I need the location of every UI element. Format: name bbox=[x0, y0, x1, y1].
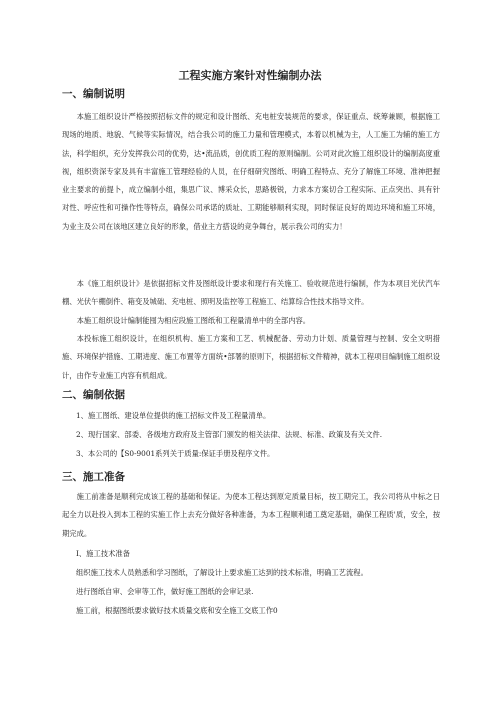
basis-item-2: 2、现行国家、部委、各级地方政府及主管部门颁发的相关法律、法规、标准、政策及有关文件. bbox=[76, 430, 383, 439]
subheading-technical-preparation: Ⅰ、施工技术准备 bbox=[76, 549, 130, 558]
section-heading-basis: 二、编制依据 bbox=[62, 389, 125, 401]
technical-prep-item-3: 施工前，根据图纸要求做好技术质量交底和安全施工交底工作0 bbox=[76, 606, 278, 615]
paragraph-deployment-principle: 本投标施工组织设计，在组织机构、施工方案和工艺、机械配备、劳动力计划、质量管理与控制、安全文明措施、环境保护措施、工期进度、施工布置等方面统•部署的原则下，根据招标文件精神，就本工程项目编制施工组织设计，由作专业施工内容有机组成。 bbox=[62, 334, 440, 380]
basis-item-1: 1、施工图纸、建设单位提供的施工招标文件及工程量清单。 bbox=[76, 411, 271, 420]
paragraph-basis-of-design: 本《施工组织设计》是依据招标文件及图纸设计要求和现行有关施工、验收规范进行编制，作为本项目光伏汽车棚、光伏午棚倒件、箱变及城础、充电桩、照明及监控等工程施工、结算综合性技术指导文件。 bbox=[62, 279, 440, 307]
basis-item-3: 3、本公司的【S0-9001系列关于质量:保证手册及程序文件。 bbox=[76, 449, 275, 458]
technical-prep-item-2: 进行图纸自审、会审等工作，做好施工图纸的会审记录. bbox=[76, 587, 254, 596]
technical-prep-item-1: 组织施工技术人员熟悉和学习图纸，了解设计上要求施工达到的技术标准，明确工艺流程。 bbox=[76, 568, 368, 577]
paragraph-scope: 本施工组织设计编制能囤为相应段施工图纸和工程量清单中的全部内容。 bbox=[76, 316, 311, 325]
section-heading-preparation-notes: 一、编制说明 bbox=[62, 88, 125, 100]
paragraph-preparation-overview: 施工前准备是顺利完成该工程的基础和保证。为使本工程达到原定质量目标，按工期完工，我公司将从中标之日起全力以赴投入到本工程的实施工作上去充分做好各种准备，为本工程顺利通工奠定基础，确保工程质'质，安全，按期完成。 bbox=[62, 492, 440, 538]
paragraph-overview: 本施工组织设计严格按照招标文件的规定和设计图纸、充电桩安装规范的要求，保证重点、统筹兼顾，根据施工现场的地质、地貌、气候等实际情况，结合我公司的施工力量和管理模式，本着以机械为主，人工施工为辅的施工方法，科学组织，充分发挥我公司的优势，达•流品质，创优质工程的原则编制。公司对此次施工组织设计的编制高度重视，组织资深专家及具有丰富施工管理经验的人员，在仔细研究图纸、明确工程特点、充分了解施工环境、准神把握业主要求的前提卜，成立编制小组，集思广议、博采众长，思路极锐，力求本方案切合工程实际、正点突出、具有针对性、呼应性和可操作性等特点，确保公司承诺的质址、工期能够顺利实现，同时保证良好的周边环境和施工环境，为业主及公司在该地区建立良好的形象，借业主方搭设的竞争舞台，展示我公司的实力！ bbox=[62, 112, 440, 231]
section-heading-construction-preparation: 三、施工准备 bbox=[62, 471, 125, 483]
document-title: 工程实施方案针对性编制办法 bbox=[178, 69, 322, 82]
